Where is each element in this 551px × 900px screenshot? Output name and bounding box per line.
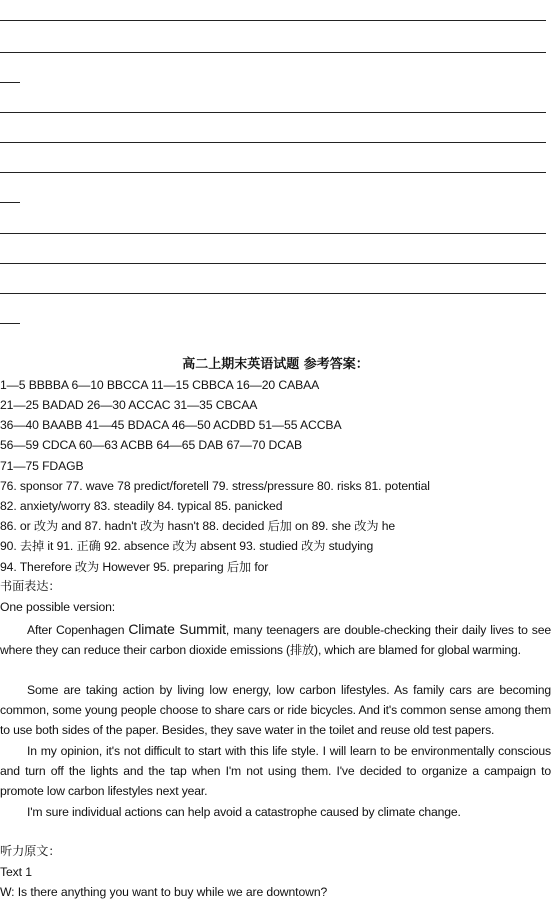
blank-line [0, 233, 546, 234]
answer-line: 36—40 BAABB 41—45 BDACA 46—50 ACDBD 51—55 ACCBA [0, 418, 342, 432]
essay-paragraph-2: Some are taking action by living low energy, low carbon lifestyles. As family cars are becoming common, some young people choose to share cars or ride bicycles. And it's common sense among them to use both sides of the paper. Besides, they save water in the toilet and reuse old test papers. [0, 683, 551, 738]
version-label: One possible version: [0, 600, 116, 614]
blank-line-short [0, 323, 20, 324]
blank-line [0, 293, 546, 294]
blank-line [0, 20, 546, 21]
answer-line: 76. sponsor 77. wave 78 predict/foretell 79. stress/pressure 80. risks 81. potential [0, 479, 430, 493]
answer-line: 90. 去掉 it 91. 正确 92. absence 改为 absent 93. studied 改为 studying [0, 539, 374, 553]
answer-line: 86. or 改为 and 87. hadn't 改为 hasn't 88. decided 后加 on 89. she 改为 he [0, 519, 396, 533]
writing-heading: 书面表达： [0, 579, 61, 593]
answer-line: 94. Therefore 改为 However 95. preparing 后加 for [0, 560, 269, 574]
essay-paragraph-3: In my opinion, it's not difficult to start with this life style. I will learn to be environmentally conscious and turn off the lights and the tap when I'm not using them. I've decided to organize a campaign to promote low carbon lifestyles next year. [0, 744, 551, 799]
answer-line: 21—25 BADAD 26—30 ACCAC 31—35 CBCAA [0, 398, 258, 412]
blank-line-short [0, 82, 20, 83]
listening-heading: 听力原文： [0, 844, 61, 858]
blank-line [0, 263, 546, 264]
answer-line: 82. anxiety/worry 83. steadily 84. typical 85. panicked [0, 499, 283, 513]
blank-line [0, 52, 546, 53]
blank-line-short [0, 202, 20, 203]
essay-paragraph-4: I'm sure individual actions can help avoid a catastrophe caused by climate change. [27, 805, 461, 819]
essay-text: After Copenhagen [27, 623, 129, 637]
blank-line [0, 112, 546, 113]
dialogue-line: W: Is there anything you want to buy while we are downtown? [0, 885, 328, 899]
blank-line [0, 172, 546, 173]
essay-text: , many teenagers are double-checking their daily lives to see where they can reduce their carbon dioxide emissions (排放), which are blamed for global warming. [0, 623, 551, 658]
answer-line: 1—5 BBBBA 6—10 BBCCA 11—15 CBBCA 16—20 CABAA [0, 378, 320, 392]
essay-emphasis: Climate Summit [128, 621, 226, 637]
answer-line: 56—59 CDCA 60—63 ACBB 64—65 DAB 67—70 DCAB [0, 438, 302, 452]
answer-line: 71—75 FDAGB [0, 459, 84, 473]
text-label: Text 1 [0, 865, 32, 879]
blank-line [0, 142, 546, 143]
essay-paragraph-1 [0, 619, 551, 660]
answer-key-title: 高二上期末英语试题 参考答案： [182, 357, 369, 372]
